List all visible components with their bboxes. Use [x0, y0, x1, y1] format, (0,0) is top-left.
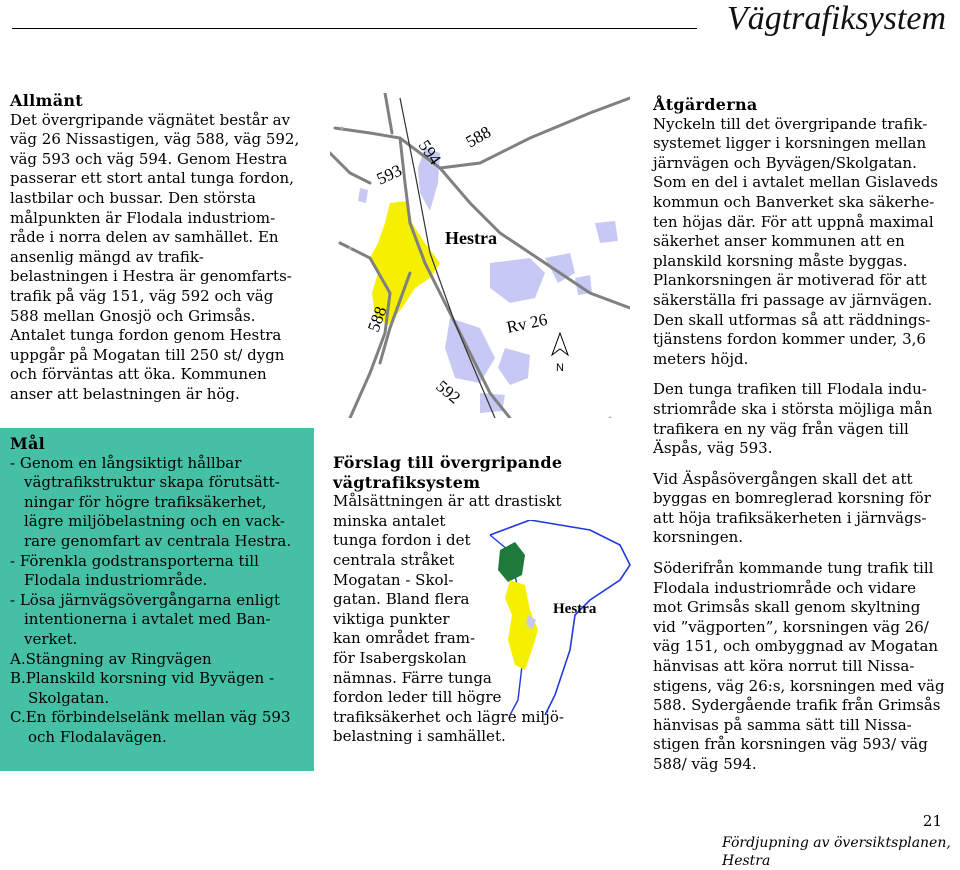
road-label-593: 593: [373, 160, 405, 189]
allmant-line: uppgår på Mogatan till 250 st/ dygn: [10, 345, 285, 364]
allmant-line: anser att belastningen är hög.: [10, 384, 240, 403]
atgarderna-line: stigen från korsningen väg 593/ väg: [653, 735, 928, 754]
atgarderna-line: Den skall utformas så att räddnings-: [653, 310, 931, 329]
atgarderna-para-3: [653, 470, 953, 548]
small-map-hestra-label: Hestra: [553, 601, 597, 617]
mal-lettered-item: A.Stängning av Ringvägen: [10, 649, 212, 668]
footer-line: Hestra: [722, 853, 771, 869]
header-rule: [12, 28, 697, 29]
allmant-line: Det övergripande vägnätet består av: [10, 110, 291, 129]
mal-heading: Mål: [10, 434, 46, 453]
forslag-line: Mogatan - Skol-: [333, 570, 454, 589]
atgarderna-line: byggas en bomreglerad korsning för: [653, 489, 931, 508]
allmant-line: ansenlig mängd av trafik-: [10, 247, 204, 266]
mal-bullet: - Lösa järnvägsövergångarna enligt intentionerna i avtalet med Ban-verket.: [10, 590, 280, 648]
atgarderna-line: stigens, väg 26:s, korsningen med väg: [653, 676, 945, 695]
road-label-592: 592: [432, 376, 465, 408]
atgarderna-line: Den tunga trafiken till Flodala indu-: [653, 380, 927, 399]
forslag-line: minska antalet: [333, 511, 446, 530]
forslag-line: för Isabergskolan: [333, 648, 467, 667]
allmant-line: råde i norra delen av samhället. En: [10, 228, 279, 247]
page-title: Vägtrafiksystem: [726, 0, 946, 37]
mal-bullet: - Förenkla godstransporterna till Flodala industriområde.: [10, 551, 259, 590]
forslag-line: tunga fordon i det: [333, 531, 471, 550]
atgarderna-line: väg 151, och ombyggnad av Mogatan: [653, 637, 939, 656]
atgarderna-line: vid ”vägporten”, korsningen väg 26/: [653, 617, 929, 636]
atgarderna-line: säkerhet anser kommunen att en: [653, 232, 905, 251]
atgarderna-line: ten höjas där. För att uppnå maximal: [653, 212, 934, 231]
north-arrow-icon: [552, 333, 568, 374]
atgarderna-line: Som en del i avtalet mellan Gislaveds: [653, 173, 939, 192]
road-label-rv26: Rv 26: [504, 309, 550, 337]
allmant-line: lastbilar och bussar. Den största: [10, 188, 256, 207]
atgarderna-line: Äspås, väg 593.: [653, 439, 773, 458]
atgarderna-line: trafikera en ny väg från vägen till: [653, 419, 909, 438]
atgarderna-line: att höja trafiksäkerheten i järnvägs-: [653, 508, 927, 527]
atgarderna-line: tjänstens fordon kommer under, 3,6: [653, 330, 926, 349]
urban-area: [370, 201, 440, 325]
forslag-line: nämnas. Färre tunga: [333, 668, 492, 687]
allmant-line: och förväntas att öka. Kommunen: [10, 365, 267, 384]
atgarderna-line: striområde ska i största möjliga mån: [653, 399, 933, 418]
proposed-route-map: [470, 520, 640, 720]
atgarderna-line: järnvägen och Byvägen/Skolgatan.: [653, 153, 917, 172]
road-label-588-west: 588: [363, 303, 391, 335]
mal-lettered-item: B.Planskild korsning vid Byvägen - Skolgatan.: [10, 669, 275, 707]
allmant-heading: Allmänt: [10, 91, 83, 110]
allmant-line: målpunkten är Flodala industriom-: [10, 208, 276, 227]
allmant-section: [10, 91, 320, 405]
industrial-area: [498, 542, 525, 582]
atgarderna-line: säkerställa fri passage av järnvägen.: [653, 290, 933, 309]
forslag-heading-2: vägtrafiksystem: [333, 472, 481, 492]
atgarderna-line: 588/ väg 594.: [653, 755, 757, 773]
allmant-line: Antalet tunga fordon genom Hestra: [10, 326, 282, 345]
mal-section: [10, 434, 310, 748]
atgarderna-line: Söderifrån kommande tung trafik till: [653, 559, 934, 578]
mal-bullet: - Genom en långsiktigt hållbar vägtrafikstruktur skapa förutsätt-ningar för högre trafiksäkerhet, lägre miljöbelastning och en vack-rare genomfart av centrala Hestra.: [10, 453, 292, 550]
atgarderna-para-2: [653, 380, 953, 458]
atgarderna-line: systemet ligger i korsningen mellan: [653, 134, 927, 153]
atgarderna-section: [653, 95, 953, 775]
forslag-heading-1: Förslag till övergripande: [333, 453, 563, 472]
page-number: 21: [922, 812, 942, 830]
allmant-line: trafik på väg 151, väg 592 och väg: [10, 286, 274, 305]
forslag-line: trafiksäkerhet och lägre miljö-: [333, 707, 564, 726]
atgarderna-line: kommun och Banverket ska säkerhe-: [653, 192, 935, 211]
allmant-line: väg 26 Nissastigen, väg 588, väg 592,: [10, 130, 300, 149]
allmant-line: passerar ett stort antal tunga fordon,: [10, 169, 294, 188]
town-label-hestra: Hestra: [445, 228, 497, 248]
atgarderna-line: hänvisas att köra norrut till Nissa-: [653, 657, 915, 676]
atgarderna-line: Nyckeln till det övergripande trafik-: [653, 114, 928, 133]
forslag-line: kan området fram-: [333, 629, 476, 648]
atgarderna-line: planskild korsning måste byggas.: [653, 251, 908, 270]
forslag-line: Målsättningen är att drastiskt: [333, 492, 562, 511]
forslag-line: centrala stråket: [333, 550, 455, 569]
hestra-road-map: [330, 93, 630, 418]
atgarderna-line: Plankorsningen är motiverad för att: [653, 271, 927, 290]
allmant-line: belastningen i Hestra är genomfarts-: [10, 267, 292, 286]
footer-line: Fördjupning av översiktsplanen,: [722, 835, 951, 851]
road-label-588-north: 588: [462, 122, 495, 152]
forslag-line: belastning i samhället.: [333, 727, 506, 746]
atgarderna-line: Vid Äspåsövergången skall det att: [653, 469, 913, 488]
atgarderna-line: meters höjd.: [653, 349, 749, 368]
allmant-line: väg 593 och väg 594. Genom Hestra: [10, 149, 288, 168]
atgarderna-line: korsningen.: [653, 528, 744, 547]
allmant-line: 588 mellan Gnosjö och Grimsås.: [10, 306, 256, 325]
forslag-line: viktiga punkter: [333, 609, 450, 628]
atgarderna-para-1: [653, 115, 953, 370]
atgarderna-line: Flodala industriområde och vidare: [653, 578, 917, 597]
footer-caption: [722, 834, 952, 870]
forslag-line: fordon leder till högre: [333, 688, 502, 707]
forslag-line: gatan. Bland flera: [333, 590, 470, 609]
atgarderna-line: 588. Sydergående trafik från Grimsås: [653, 696, 941, 715]
atgarderna-para-4: [653, 559, 953, 775]
road-label-594: 594: [414, 136, 445, 169]
atgarderna-heading: Åtgärderna: [653, 95, 758, 114]
north-label: N: [556, 362, 564, 374]
atgarderna-line: hänvisas på samma sätt till Nissa-: [653, 715, 912, 734]
mal-lettered-item: C.En förbindelselänk mellan väg 593 och Flodalavägen.: [10, 708, 291, 746]
atgarderna-line: mot Grimsås skall genom skyltning: [653, 598, 921, 617]
